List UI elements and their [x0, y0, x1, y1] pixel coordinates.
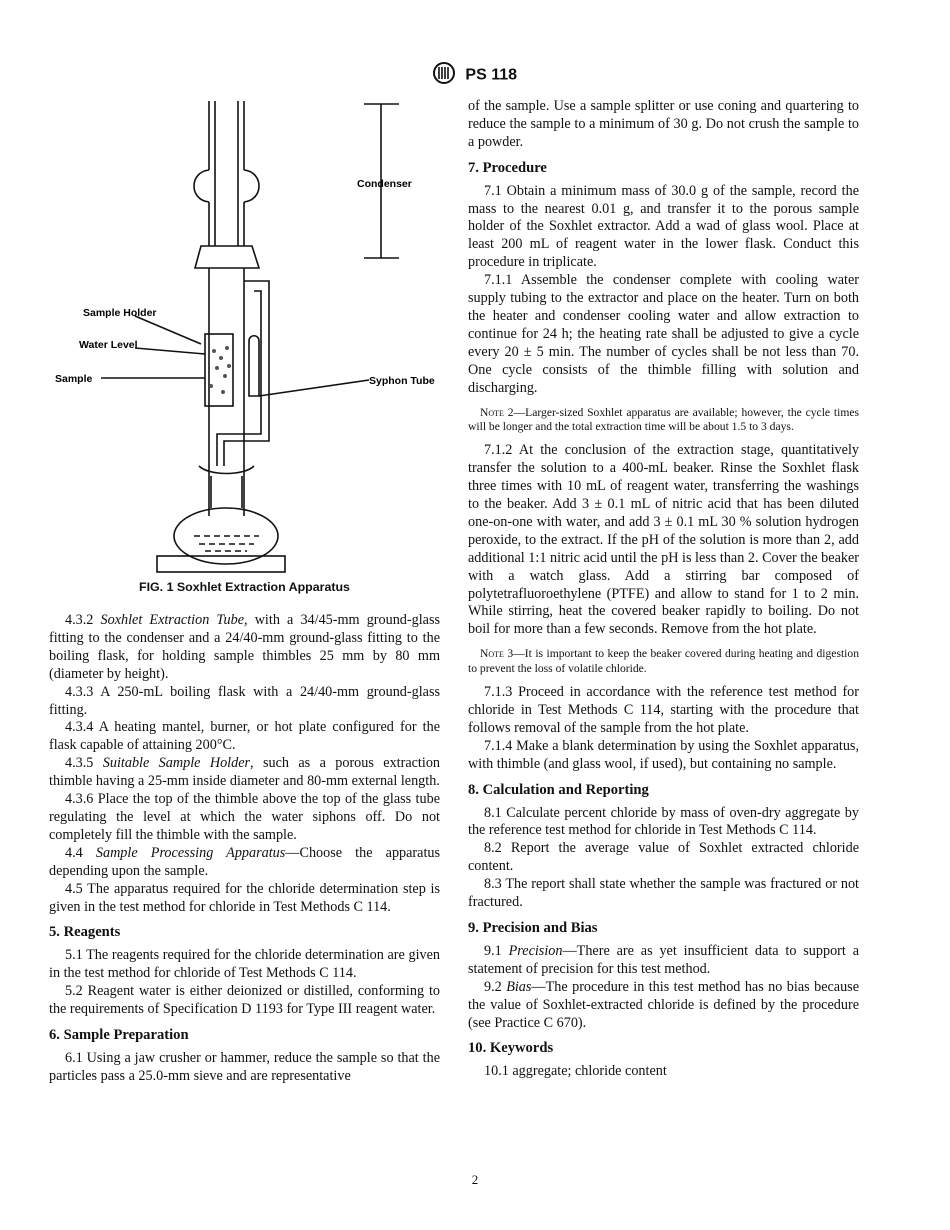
para-7-1: 7.1 Obtain a minimum mass of 30.0 g of the sample, record the mass to the nearest 0.01 g, and transfer it to the porous sample holder of the Soxhlet extractor. Add a wad of glass wool. Place at least 200 mL of reagent water in the lower flask. Conduct this procedure in triplicate. [468, 182, 859, 271]
label-water-level: Water Level [79, 339, 138, 351]
note-2: Note 2—Larger-sized Soxhlet apparatus are available; however, the cycle times will be longer and the total extraction time will be about 1.5 to 3 days. [468, 405, 859, 433]
para-4-4: 4.4 Sample Processing Apparatus—Choose the apparatus depending upon the sample. [49, 844, 441, 879]
label-syphon-tube: Syphon Tube [369, 375, 435, 387]
para-4-3-5: 4.3.5 Suitable Sample Holder, such as a porous extraction thimble having a 25-mm inside diameter and 80-mm external length. [49, 755, 441, 790]
para-6-1: 6.1 Using a jaw crusher or hammer, reduce the sample so that the particles pass a 25.0-mm sieve and are representative [49, 1049, 440, 1084]
heading-calculation-reporting: 8. Calculation and Reporting [468, 781, 649, 798]
figure-caption: FIG. 1 Soxhlet Extraction Apparatus [139, 580, 350, 594]
para-7-1-1: 7.1.1 Assemble the condenser complete with cooling water supply tubing to the extractor and place on the heater. Turn on both the heater and condenser cooling water and allow extraction to continue for 24 h; the heating rate shall be adjusted to give a cycle every 20 ± 5 min. The number of cycles shall be not less than 70. One cycle consists of the thimble filling with solution and discharging. [468, 272, 859, 396]
note-3: Note 3—It is important to keep the beaker covered during heating and digestion to prevent the loss of volatile chloride. [468, 647, 859, 675]
label-sample-holder: Sample Holder [83, 307, 157, 319]
heading-keywords: 10. Keywords [468, 1040, 554, 1057]
heading-reagents: 5. Reagents [49, 924, 121, 941]
para-4-3-4: 4.3.4 A heating mantel, burner, or hot plate configured for the flask capable of attaining 200°C. [49, 719, 440, 754]
para-5-2: 5.2 Reagent water is either deionized or distilled, conforming to the requirements of Specification D 1193 for Type III reagent water. [49, 983, 440, 1018]
soxhlet-figure [49, 96, 440, 596]
para-8-3: 8.3 The report shall state whether the sample was fractured or not fractured. [468, 876, 859, 911]
para-7-1-4: 7.1.4 Make a blank determination by using the Soxhlet apparatus, with thimble (and glass wool, if used), but containing no sample. [468, 737, 859, 772]
heading-precision-bias: 9. Precision and Bias [468, 919, 598, 936]
right-column [468, 98, 859, 1081]
soxhlet-apparatus-drawing [49, 96, 440, 596]
para-4-3-6: 4.3.6 Place the top of the thimble above the top of the glass tube regulating the level at which the water siphons off. Do not completely fill the thimble with the sample. [49, 791, 440, 843]
para-8-2: 8.2 Report the average value of Soxhlet extracted chloride content. [468, 840, 859, 875]
left-column [49, 612, 440, 1086]
para-7-1-3: 7.1.3 Proceed in accordance with the reference test method for chloride in Test Methods C 114, starting with the procedure that follows removal of the sample from the hot plate. [468, 684, 859, 736]
para-4-5: 4.5 The apparatus required for the chloride determination step is given in the test method for chloride in Test Methods C 114. [49, 880, 440, 915]
para-7-1-2: 7.1.2 At the conclusion of the extraction stage, quantitatively transfer the solution to a 400-mL beaker. Rinse the Soxhlet flask three times with 10 mL of reagent water, transferring the washings to the beaker. Add 3 ± 0.1 mL of nitric acid that has been diluted one-on-one with water, and add 3 ± 0.1 mL 30 % solution hydrogen peroxide, to the extract. If the pH of the solution is more than 2, add additional 1:1 nitric acid until the pH is less than 2. Cover the beaker with a watch glass. Add a stirring bar composed of polytetrafluoroethylene (PTFE) and allow to stand for 1 to 2 min. While stirring, heat the covered beaker rapidly to boiling. Do not boil for more than a few seconds. Remove from the hot plate. [468, 442, 859, 638]
heading-sample-preparation: 6. Sample Preparation [49, 1026, 189, 1043]
heading-procedure: 7. Procedure [468, 159, 547, 176]
para-4-3-3: 4.3.3 A 250-mL boiling flask with a 24/40-mm ground-glass fitting. [49, 683, 440, 718]
para-9-1: 9.1 Precision—There are as yet insufficient data to support a statement of precision for this test method. [468, 942, 860, 977]
para-8-1: 8.1 Calculate percent chloride by mass of oven-dry aggregate by the reference test method for chloride in Test Methods C 114. [468, 804, 859, 839]
para-9-2: 9.2 Bias—The procedure in this test method has no bias because the value of Soxhlet-extracted chloride is defined by the procedure (see Practice C 670). [468, 978, 860, 1031]
para-5-1: 5.1 The reagents required for the chloride determination are given in the test method for chloride of Test Methods C 114. [49, 947, 440, 982]
page-number: 2 [471, 1172, 479, 1187]
astm-logo-icon [433, 62, 455, 89]
para-4-3-2: 4.3.2 Soxhlet Extraction Tube, with a 34/45-mm ground-glass fitting to the condenser and a 24/40-mm ground-glass fitting to the boiling flask, for holding sample thimbles 25 mm by 80 mm (diameter by height). [49, 612, 440, 682]
label-condenser: Condenser [357, 178, 412, 190]
para-6-1-continued: of the sample. Use a sample splitter or use coning and quartering to reduce the sample to a minimum of 30 g. Do not crush the sample to a powder. [468, 98, 859, 150]
para-10-1: 10.1 aggregate; chloride content [484, 1063, 667, 1080]
page-header [0, 62, 950, 89]
label-sample: Sample [55, 373, 93, 385]
standard-designation: PS 118 [465, 66, 518, 84]
